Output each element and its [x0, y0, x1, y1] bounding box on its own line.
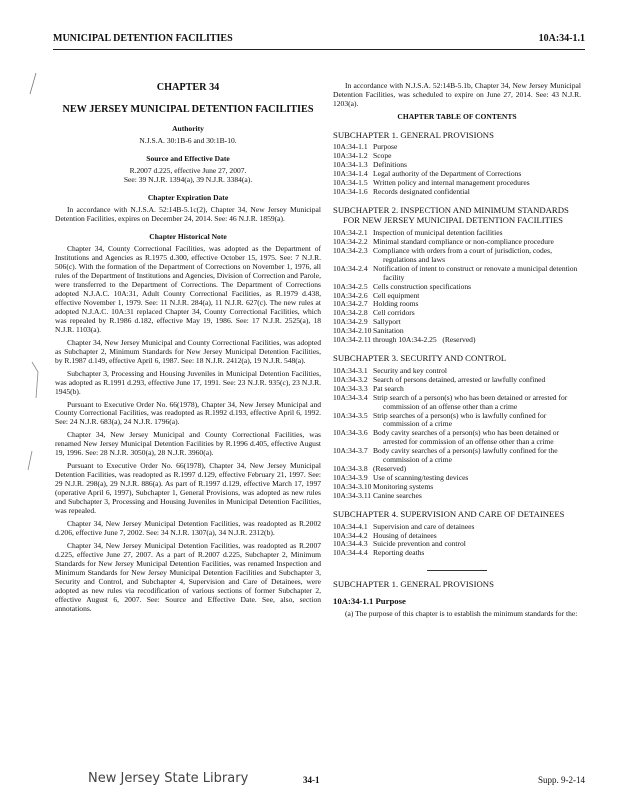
toc-section-title: Sanitation [373, 326, 404, 336]
toc-section-number: 10A:34-3.9 [333, 473, 368, 483]
toc-entry [333, 447, 581, 465]
authority-text: N.J.S.A. 30:1B-6 and 30:1B-10. [139, 136, 237, 146]
toc-section-number: 10A:34-4.2 [333, 530, 368, 540]
toc-section-number: 10A:34-3.5 [333, 410, 368, 420]
toc-section-number: 10A:34-2.8 [333, 308, 368, 318]
toc-section-title: Canine searches [373, 491, 422, 501]
toc-section-number: 10A:34-3.3 [333, 383, 368, 393]
toc-section-number: 10A:34-2.6 [333, 290, 368, 300]
section-divider [427, 570, 487, 571]
toc-section-title: Holding rooms [373, 299, 419, 309]
expiration-intro: In accordance with N.J.S.A. 52:14B-5.1b, Chapter 34, New Jersey Municipal Detention Facilities, was scheduled to expire on June 27, 2014. See: 43 N.J.R. 1203(a). [333, 81, 581, 108]
toc-section-number: 10A:34-2.4 [333, 263, 368, 273]
toc-entry [333, 412, 581, 430]
toc-section-number: 10A:34-2.5 [333, 281, 368, 291]
toc-entry [333, 152, 581, 161]
toc-section-number: 10A:34-2.1 [333, 227, 368, 237]
chapter-title: NEW JERSEY MUNICIPAL DETENTION FACILITIES [62, 104, 314, 116]
margin-mark-top [28, 72, 38, 96]
page-footer [53, 773, 585, 789]
toc-subchapter-title: SUBCHAPTER 3. SECURITY AND CONTROL [333, 353, 507, 364]
toc-section-title: Inspection of municipal detention facilities [373, 227, 503, 237]
toc-section-number: 10A:34-1.6 [333, 187, 368, 197]
toc-section-number: 10A:34-1.5 [333, 178, 368, 188]
running-header [53, 33, 585, 50]
header-section: 10A:34-1.1 [538, 33, 585, 44]
toc-section-title: Suicide prevention and control [373, 539, 466, 549]
source-heading: Source and Effective Date [146, 154, 230, 164]
toc-section-number: 10A:34-4.1 [333, 521, 368, 531]
page-number: 34-1 [303, 775, 320, 785]
toc-entry [333, 309, 581, 318]
toc-entry [333, 429, 581, 447]
toc-section-title: Housing of detainees [373, 530, 437, 540]
toc-section-number: 10A:34-3.4 [333, 392, 368, 402]
toc-section-number: 10A:34-2.3 [333, 245, 368, 255]
toc-section-title: Records designated confidential [373, 187, 470, 197]
toc-entry [333, 188, 581, 197]
toc-section-number: 10A:34-1.2 [333, 151, 368, 161]
authority-heading: Authority [172, 124, 204, 134]
toc-entry [333, 300, 581, 309]
toc-section-number: 10A:34-4.3 [333, 539, 368, 549]
toc-entry [333, 265, 581, 283]
toc-section-title: Notification of intent to construct or renovate a municipal detention facility [373, 263, 578, 282]
toc-section-title: Body cavity searches of a person(s) who has been detained or arrested for commission of an offense other than a crime [373, 428, 560, 447]
toc-entry [333, 540, 581, 549]
toc-entry [333, 523, 581, 532]
toc-section-number: 10A:34-3.10 [333, 482, 372, 492]
toc-section-title: Monitoring systems [373, 482, 434, 492]
toc-entry [333, 143, 581, 152]
right-column [333, 82, 581, 623]
toc-subchapter-title: SUBCHAPTER 1. GENERAL PROVISIONS [333, 129, 494, 140]
section-text: (a) The purpose of this chapter is to establish the minimum standards for the: [345, 609, 578, 619]
toc-entry [333, 283, 581, 292]
toc-section-number: 10A:34-1.3 [333, 160, 368, 170]
toc-section-title: Pat search [373, 383, 404, 393]
toc-section-title: Purpose [373, 142, 398, 152]
expiration-heading: Chapter Expiration Date [147, 193, 229, 203]
section-heading: 10A:34-1.1 Purpose [333, 595, 406, 606]
history-paragraph: Chapter 34, New Jersey Municipal and County Correctional Facilities, was renamed New Jersey Municipal Detention Facilities by R.1996 d.405, effective August 19, 1996. See: 28 N.J.R. 3050(a), 28 N.J.R. 3960(a). [55, 430, 321, 458]
toc-section-title: Sallyport [373, 317, 401, 327]
toc-section-title: Supervision and care of detainees [373, 521, 475, 531]
toc-section-title: 10A:34-2.11 through 10A:34-2.25 (Reserved) [333, 335, 476, 345]
history-heading: Chapter Historical Note [149, 232, 227, 242]
toc-section-title: Minimal standard compliance or non-compliance procedure [373, 236, 554, 246]
toc-section-title: Compliance with orders from a court of jurisdiction, codes, regulations and laws [373, 245, 552, 264]
expiration-text: In accordance with N.J.S.A. 52:14B-5.1c(2), Chapter 34, New Jersey Municipal Detention Facilities, expires on December 24, 2014. See: 46 N.J.R. 1859(a). [55, 205, 321, 224]
toc-section-title: Written policy and internal management procedures [373, 178, 530, 188]
toc-entry [333, 292, 581, 301]
toc-section-title: Strip searches of a person(s) who is lawfully confined for commission of a crime [373, 410, 547, 429]
toc-subchapter-title: SUBCHAPTER 2. INSPECTION AND MINIMUM STANDARDS FOR NEW JERSEY MUNICIPAL DETENTION FACILITIES [333, 205, 569, 226]
toc-section-number: 10A:34-3.2 [333, 374, 368, 384]
source-text: R.2007 d.225, effective June 27, 2007. See: 39 N.J.R. 1394(a), 39 N.J.R. 3384(a). [123, 166, 253, 185]
chapter-number: CHAPTER 34 [156, 82, 220, 93]
toc-section-number: 10A:34-3.7 [333, 446, 368, 456]
toc-section-number: 10A:34-4.4 [333, 548, 368, 558]
toc-section-title: Reporting deaths [373, 548, 425, 558]
history-paragraph: Pursuant to Executive Order No. 66(1978), Chapter 34, New Jersey Municipal and County Correctional Facilities, was readopted as R.1992 d.193, effective April 6, 1992. See: 24 N.J.R. 683(a), 24 N.J.R. 1796(a). [55, 399, 321, 427]
toc-section-title: Cell equipment [373, 290, 420, 300]
toc-section-title: Definitions [373, 160, 407, 170]
left-column [55, 82, 321, 618]
toc-section-title: Legal authority of the Department of Corrections [373, 169, 522, 179]
library-watermark: New Jersey State Library [88, 771, 249, 786]
toc-entry [333, 394, 581, 412]
toc-section-number: 10A:34-2.10 [333, 326, 372, 336]
history-notes [55, 245, 321, 614]
margin-mark-middle [30, 360, 40, 400]
history-paragraph: Subchapter 3, Processing and Housing Juveniles in Municipal Detention Facilities, was adopted as R.1991 d.293, effective June 17, 1991. See: 23 N.J.R. 935(c), 23 N.J.R. 1945(b). [55, 368, 321, 396]
toc-section-number: 10A:34-3.8 [333, 464, 368, 474]
toc-section-title: Strip search of a person(s) who has been detained or arrested for commission of an offense other than a crime [373, 392, 568, 411]
toc-section-title: Cell corridors [373, 308, 415, 318]
history-paragraph: Pursuant to Executive Order No. 66(1978), Chapter 34, New Jersey Municipal Detention Facilities, was readopted as R.1997 d.129, effective February 21, 1997. See: 29 N.J.R. 298(a), 29 N.J.R. 886(a). As part of R.1997 d.129, effective March 17, 1997 (operative April 6, 1997), Subchapter 1, General Provisions, was adopted as new rules and Subchapter 3, Processing and Housing Juveniles in Municipal Detention Facilities, was repealed. [55, 461, 321, 516]
toc-entry [333, 492, 581, 501]
toc-section-number: 10A:34-3.1 [333, 365, 368, 375]
toc-entry [333, 336, 581, 345]
toc-section-number: 10A:34-2.9 [333, 317, 368, 327]
toc-section-number: 10A:34-2.7 [333, 299, 368, 309]
toc-section-number: 10A:34-1.4 [333, 169, 368, 179]
toc-section-number: 10A:34-1.1 [333, 142, 368, 152]
header-title: MUNICIPAL DETENTION FACILITIES [53, 33, 233, 44]
supplement-date: Supp. 9-2-14 [538, 775, 585, 785]
toc-entry [333, 247, 581, 265]
table-of-contents [333, 130, 581, 559]
toc-entry [333, 376, 581, 385]
margin-mark-bottom [26, 450, 34, 472]
toc-section-number: 10A:34-3.6 [333, 428, 368, 438]
toc-section-number: 10A:34-2.2 [333, 236, 368, 246]
toc-section-title: Security and key control [373, 365, 447, 375]
toc-section-title: Cells construction specifications [373, 281, 472, 291]
history-paragraph: Chapter 34, New Jersey Municipal Detention Facilities, was readopted as R.2002 d.206, effective June 7, 2002. See: 34 N.J.R. 1307(a), 34 N.J.R. 2312(b). [55, 519, 321, 538]
history-paragraph: Chapter 34, New Jersey Municipal Detention Facilities, was readopted as R.2007 d.225, effective June 27, 2007. As a part of R.2007 d.225, Subchapter 2, Minimum Standards for New Jersey Municipal Detention Facilities, was renamed Inspection and Minimum Standards for New Jersey Municipal Detention Facilities and Subchapter 3, Security and Control, and Subchapter 4, Supervision and Care of Detainees, were adopted as new rules via recodification of various sections of former Subchapter 2, effective August 6, 2007. See: Source and Effective Date. See, also, section annotations. [55, 541, 321, 613]
history-paragraph: Chapter 34, County Correctional Facilities, was adopted as the Department of Institutions and Agencies as R.1975 d.300, effective October 15, 1975. See: 7 N.J.R. 506(c). With the formation of the Department of Corrections on November 1, 1976, all rules of the Department of Institutions and Agencies, Division of Correction and Parole, were transferred to the Department of Corrections. The Department of Corrections adopted N.J.A.C. 10A:31, Adult County Correctional Facilities, as R.1979 d.438, effective November 1, 1979. See: 11 N.J.R. 284(a), 11 N.J.R. 627(c). The new rules at adopted N.J.A.C. 10A:31 replaced Chapter 34, County Correctional Facilities, which was repealed by R.1986 d.182, effective May 19, 1986. See: 17 N.J.R. 2525(a), 18 N.J.R. 1103(a). [55, 244, 321, 334]
toc-section-title: (Reserved) [373, 464, 407, 474]
toc-subchapter-title: SUBCHAPTER 4. SUPERVISION AND CARE OF DETAINEES [333, 509, 565, 520]
toc-section-title: Use of scanning/testing devices [373, 473, 469, 483]
toc-section-title: Scope [373, 151, 392, 161]
toc-heading: CHAPTER TABLE OF CONTENTS [397, 111, 517, 121]
body-subchapter-title: SUBCHAPTER 1. GENERAL PROVISIONS [333, 579, 494, 590]
toc-section-number: 10A:34-3.11 [333, 491, 372, 501]
history-paragraph: Chapter 34, New Jersey Municipal and County Correctional Facilities, was adopted as Subchapter 2, Minimum Standards for New Jersey Municipal Detention Facilities, by R.1987 d.149, effective April 6, 1987. See: 18 N.J.R. 2412(a), 19 N.J.R. 548(a). [55, 337, 321, 365]
toc-section-title: Search of persons detained, arrested or lawfully confined [373, 374, 546, 384]
toc-section-title: Body cavity searches of a person(s) lawfully confined for the commission of a crime [373, 446, 558, 465]
toc-entry [333, 549, 581, 558]
